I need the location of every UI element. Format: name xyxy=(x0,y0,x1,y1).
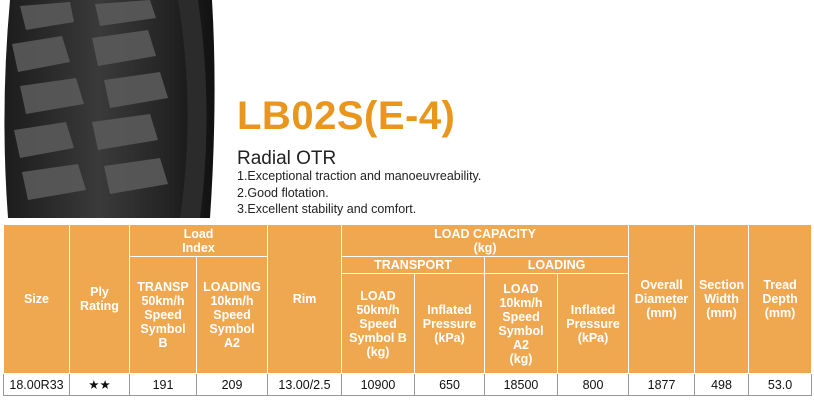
header-loading-index: LOADING 10km/h Speed Symbol A2 xyxy=(197,257,268,374)
header-transp-index: TRANSP 50km/h Speed Symbol B xyxy=(130,257,197,374)
table-row xyxy=(4,374,812,396)
feature-item: 1.Exceptional traction and manoeuvreability. xyxy=(237,169,482,183)
header-overall-diameter: Overall Diameter (mm) xyxy=(629,225,695,374)
cell-overall-diameter: 1877 xyxy=(629,374,695,396)
cell-ply-rating: ★★ xyxy=(70,374,130,396)
header-ply-rating: Ply Rating xyxy=(70,225,130,374)
header-loading: LOADING xyxy=(485,257,629,274)
cell-loading-index: 209 xyxy=(197,374,268,396)
feature-item: 3.Excellent stability and comfort. xyxy=(237,202,417,216)
cell-size: 18.00R33 xyxy=(4,374,70,396)
header-pressure-transport: Inflated Pressure (kPa) xyxy=(415,274,485,374)
cell-load-loading: 18500 xyxy=(485,374,558,396)
cell-section-width: 498 xyxy=(695,374,749,396)
header-load-capacity: LOAD CAPACITY (kg) xyxy=(342,225,629,257)
tire-image xyxy=(0,0,218,218)
product-type: Radial OTR xyxy=(237,148,337,169)
spec-table xyxy=(3,224,812,396)
cell-load-transport: 10900 xyxy=(342,374,415,396)
cell-pressure-transport: 650 xyxy=(415,374,485,396)
cell-rim: 13.00/2.5 xyxy=(268,374,342,396)
cell-tread-depth: 53.0 xyxy=(749,374,812,396)
feature-list xyxy=(237,168,481,218)
cell-pressure-loading: 800 xyxy=(558,374,629,396)
feature-item: 2.Good flotation. xyxy=(237,185,329,200)
cell-transp-index: 191 xyxy=(130,374,197,396)
header-transport: TRANSPORT xyxy=(342,257,485,274)
header-size: Size xyxy=(4,225,70,374)
header-tread-depth: Tread Depth (mm) xyxy=(749,225,812,374)
header-load-transport: LOAD 50km/h Speed Symbol B (kg) xyxy=(342,274,415,374)
header-load-index: Load Index xyxy=(130,225,268,257)
header-section-width: Section Width (mm) xyxy=(695,225,749,374)
product-title: LB02S(E-4) xyxy=(237,94,456,138)
header-load-loading: LOAD 10km/h Speed Symbol A2 (kg) xyxy=(485,274,558,374)
header-pressure-loading: Inflated Pressure (kPa) xyxy=(558,274,629,374)
header-rim: Rim xyxy=(268,225,342,374)
